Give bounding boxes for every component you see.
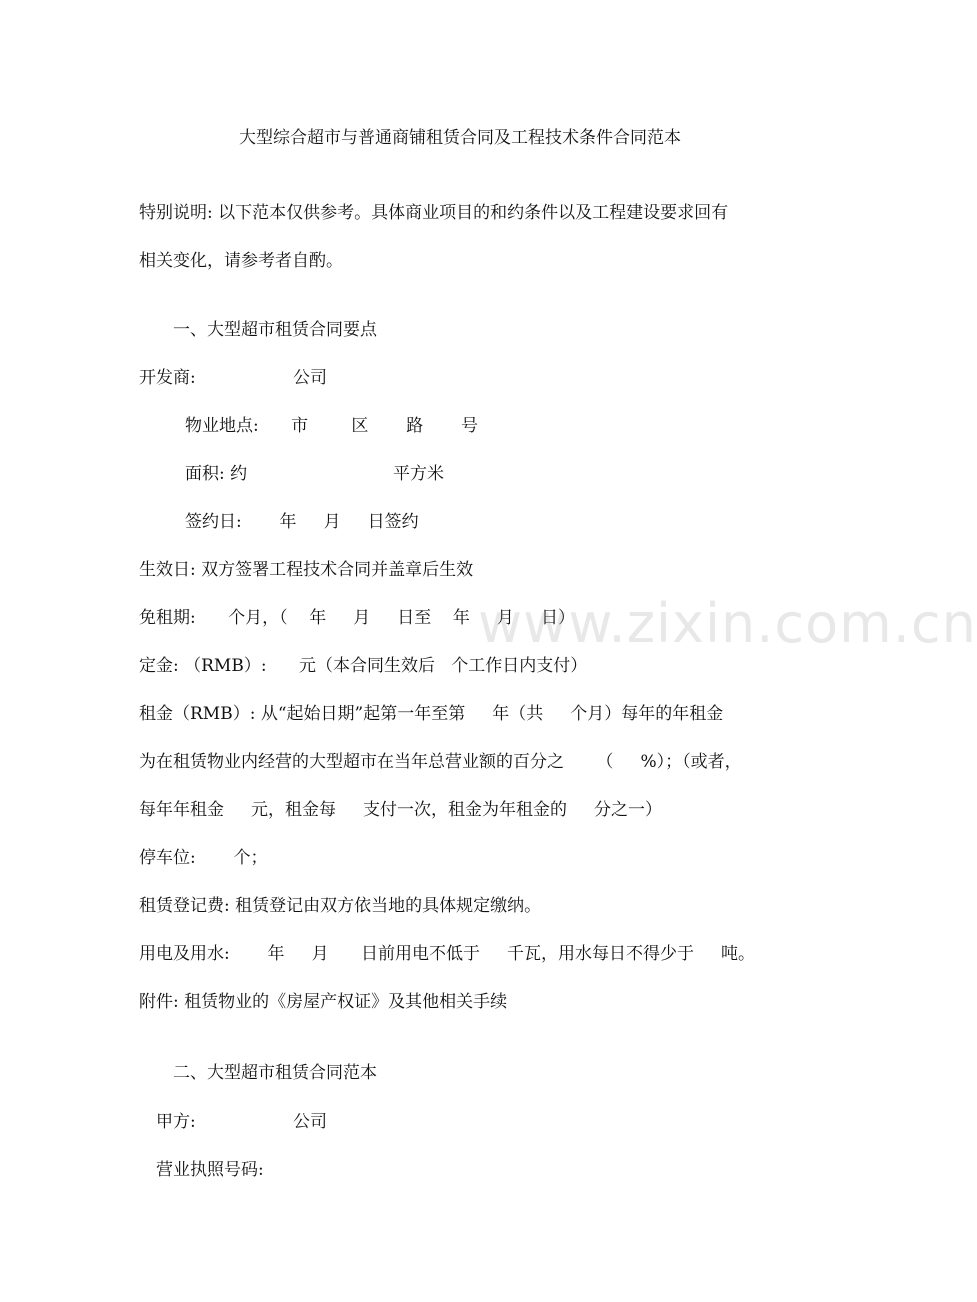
document-title: 大型综合超市与普通商铺租赁合同及工程技术条件合同范本 <box>239 128 681 148</box>
rent-line-1: 租金（RMB）: 从“起始日期”起第一年至第 年（共 个月）每年的年租金 <box>139 704 724 724</box>
developer-line: 开发商: 公司 <box>139 368 327 388</box>
sign-date-line: 签约日: 年 月 日签约 <box>185 512 419 532</box>
license-number-line: 营业执照号码: <box>156 1160 264 1180</box>
party-a-line: 甲方: 公司 <box>156 1112 327 1132</box>
note-line-2: 相关变化，请参考者自酌。 <box>139 251 343 271</box>
property-location-line: 物业地点: 市 区 路 号 <box>185 416 479 436</box>
note-line-1: 特别说明: 以下范本仅供参考。具体商业项目的和约条件以及工程建设要求回有 <box>139 203 729 223</box>
deposit-line: 定金: （RMB）: 元（本合同生效后 个工作日内支付） <box>139 656 588 676</box>
utilities-line: 用电及用水: 年 月 日前用电不低于 千瓦，用水每日不得少于 吨。 <box>139 944 756 964</box>
registration-fee-line: 租赁登记费: 租赁登记由双方依当地的具体规定缴纳。 <box>139 896 542 916</box>
rent-line-3: 每年年租金 元，租金每 支付一次，租金为年租金的 分之一） <box>139 800 663 820</box>
rent-line-2: 为在租赁物业内经营的大型超市在当年总营业额的百分之 （ %）；（或者， <box>139 752 742 772</box>
parking-line: 停车位: 个； <box>139 848 268 868</box>
attachment-line: 附件: 租赁物业的《房屋产权证》及其他相关手续 <box>139 992 508 1012</box>
site-watermark: www.zixin.com.cn <box>478 592 977 655</box>
section-2-heading: 二、大型超市租赁合同范本 <box>173 1063 377 1083</box>
effective-date-line: 生效日: 双方签署工程技术合同并盖章后生效 <box>139 560 474 580</box>
rent-free-line: 免租期: 个月，（ 年 月 日至 年 月 日） <box>139 608 575 628</box>
area-line: 面积: 约 平方米 <box>185 464 445 484</box>
section-1-heading: 一、大型超市租赁合同要点 <box>173 320 377 340</box>
